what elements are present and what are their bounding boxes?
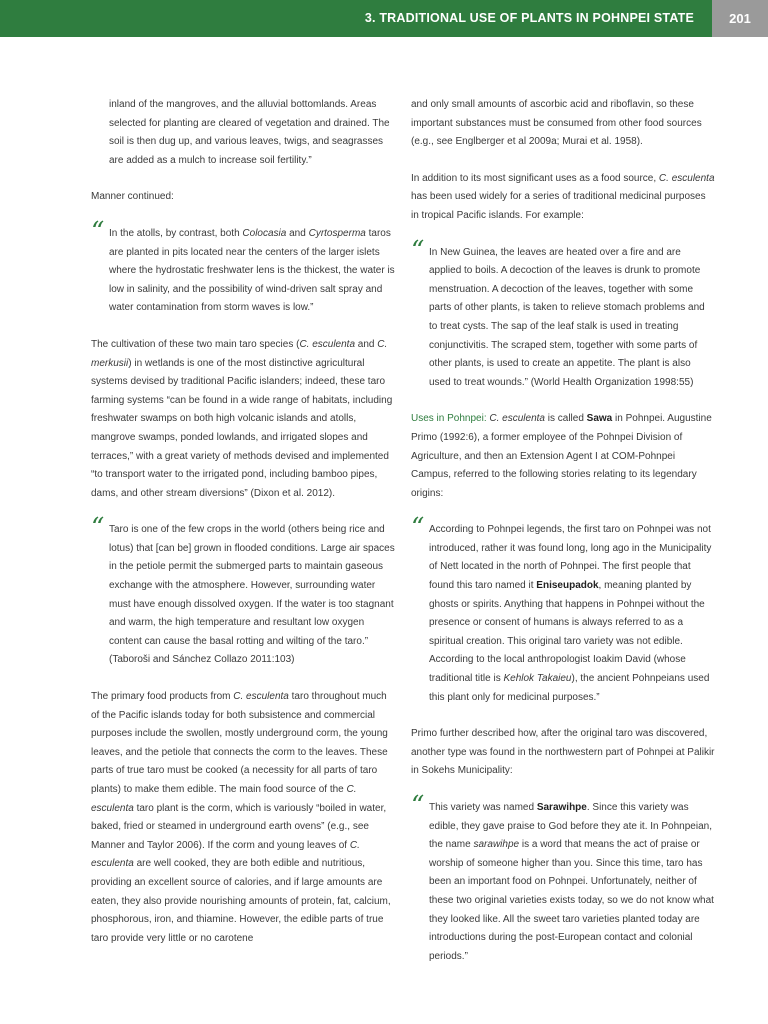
uses-in-pohnpei-paragraph: Uses in Pohnpei: C. esculenta is called Sawa in Pohnpei. Augustine Primo (1992:6), a former employee of the Pohnpei Division of Agriculture, and then an Extension Agent I at COM-Pohnpei Campus, referred to the following stories relating to its legendary origins: xyxy=(411,413,712,499)
chapter-title: 3. TRADITIONAL USE OF PLANTS IN POHNPEI STATE xyxy=(364,11,694,25)
chapter-header-bar xyxy=(0,0,768,37)
quote-mark-icon: “ xyxy=(411,513,425,544)
primo-paragraph: Primo further described how, after the original taro was discovered, another type was found in the northwestern part of Pohnpei at Palikir in Sokehs Municipality: xyxy=(411,728,715,777)
section-label: Uses in Pohnpei: xyxy=(411,413,487,425)
new-guinea-quote: “ In New Guinea, the leaves are heated over a fire and are applied to boils. A decoction of the leaves is drunk to promote menstruation. A decoction of the leaves, together with some parts of other plants, is taken to relieve stomach problems and to treat cysts. The sap of the leaf stalk is used in treating conjunctivitis. The scraped stem, together with some parts of other plants, is used to create an appetite. The plant is also used to treat wounds.” (World Health Organization 1998:55) xyxy=(411,235,705,388)
legend-quote: “ According to Pohnpei legends, the first taro on Pohnpei was not introduced, rather it was found long, long ago in the Municipality of Nett located in the north of Pohnpei. The first people that found this taro named it Eniseupadok, meaning planted by ghosts or spirits. Anything that happens in Pohnpei without the presence or consent of humans is always referred to as a spiritual creation. This original taro variety was not edible. According to the local anthropologist Ioakim David (whose traditional title is Kehlok Takaieu), the ancient Pohnpeians used this plant only for medicinal purposes.” xyxy=(411,513,712,703)
quote-mark-icon: “ xyxy=(91,216,105,247)
nutrients-paragraph: and only small amounts of ascorbic acid and riboflavin, so these important substances must be consumed from other food sources (e.g., see Englberger et al 2009a; Murai et al. 1958). xyxy=(411,99,702,148)
left-column xyxy=(91,96,395,966)
cultivation-paragraph: The cultivation of these two main taro species (C. esculenta and C. merkusii) in wetlands is one of the most distinctive agricultural systems devised by traditional Pacific islanders; indeed, these taro farming systems “can be found in a wide range of habitats, including freshwater swamps on both high volcanic islands and atolls, mangrove swamps, ponded lowlands, and irrigated slopes and terraces,” with a great variety of methods devised and implemented “to transport water to the irrigated pond, including bamboo pipes, dams, and other stream diversions” (Dixon et al. 2012). xyxy=(91,338,393,499)
continued-quote: inland of the mangroves, and the alluvial bottomlands. Areas selected for planting are cleared of vegetation and drained. The soil is then dug up, and various leaves, twigs, and seagrasses are added as a mulch to increase soil fertility.” xyxy=(109,99,390,166)
atoll-quote: “ In the atolls, by contrast, both Colocasia and Cyrtosperma taros are planted in pits located near the centers of the larger islets where the hydrostatic freshwater lens is the thickest, the water is low in salinity, and the possibility of wind-driven salt spray and water contamination from storm waves is low.” xyxy=(91,216,395,314)
quote-mark-icon: “ xyxy=(91,513,105,544)
manner-continued: Manner continued: xyxy=(91,191,174,203)
sarawihpe-quote: “ This variety was named Sarawihpe. Since this variety was edible, they gave praise to God before they ate it. In Pohnpeian, the name sarawihpe is a word that means the act of praise or worship of someone higher than you. Since this time, taro has been an important food on Pohnpei. Unfortunately, neither of these two original varieties exists today, so we do not know what they looked like. All the sweet taro varieties planted today are introductions during the post-European contact and colonial periods.” xyxy=(411,791,714,962)
food-products-paragraph: The primary food products from C. esculenta taro throughout much of the Pacific islands today for both subsistence and commercial purposes include the swollen, mostly underground corm, the young leaves, and the petiole that connects the corm to the leaves. These parts of true taro must be cooked (a necessity for all parts of taro plants) to make them edible. The main food source of the C. esculenta taro plant is the corm, which is variously “boiled in water, baked, fried or steamed in underground earth ovens” (e.g., see Manner and Taylor 2006). If the corm and young leaves of C. esculenta are well cooked, they are both edible and nutritious, providing an excellent source of calories, and if large amounts are eaten, they also provide nourishing amounts of protein, fat, calcium, phosphorous, iron, and thiamine. However, the edible parts of true taro provide very little or no carotene xyxy=(91,691,391,944)
page-number: 201 xyxy=(712,0,768,37)
quote-mark-icon: “ xyxy=(411,791,425,821)
right-column xyxy=(411,96,715,984)
flooded-crop-quote: “ Taro is one of the few crops in the world (others being rice and lotus) that [can be] grown in flooded conditions. Large air spaces in the petiole permit the submerged parts to maintain gaseous exchange with the atmosphere. However, surrounding water must have enough dissolved oxygen. If the water is too stagnant and warm, the high temperature and resultant low oxygen content can cause the basal rotting and wilting of the taro.” (Taboroši and Sánchez Collazo 2011:103) xyxy=(91,513,395,666)
quote-mark-icon: “ xyxy=(411,235,425,266)
medicinal-intro-paragraph: In addition to its most significant uses as a food source, C. esculenta has been used widely for a series of traditional medicinal purposes in tropical Pacific islands. For example: xyxy=(411,172,715,221)
